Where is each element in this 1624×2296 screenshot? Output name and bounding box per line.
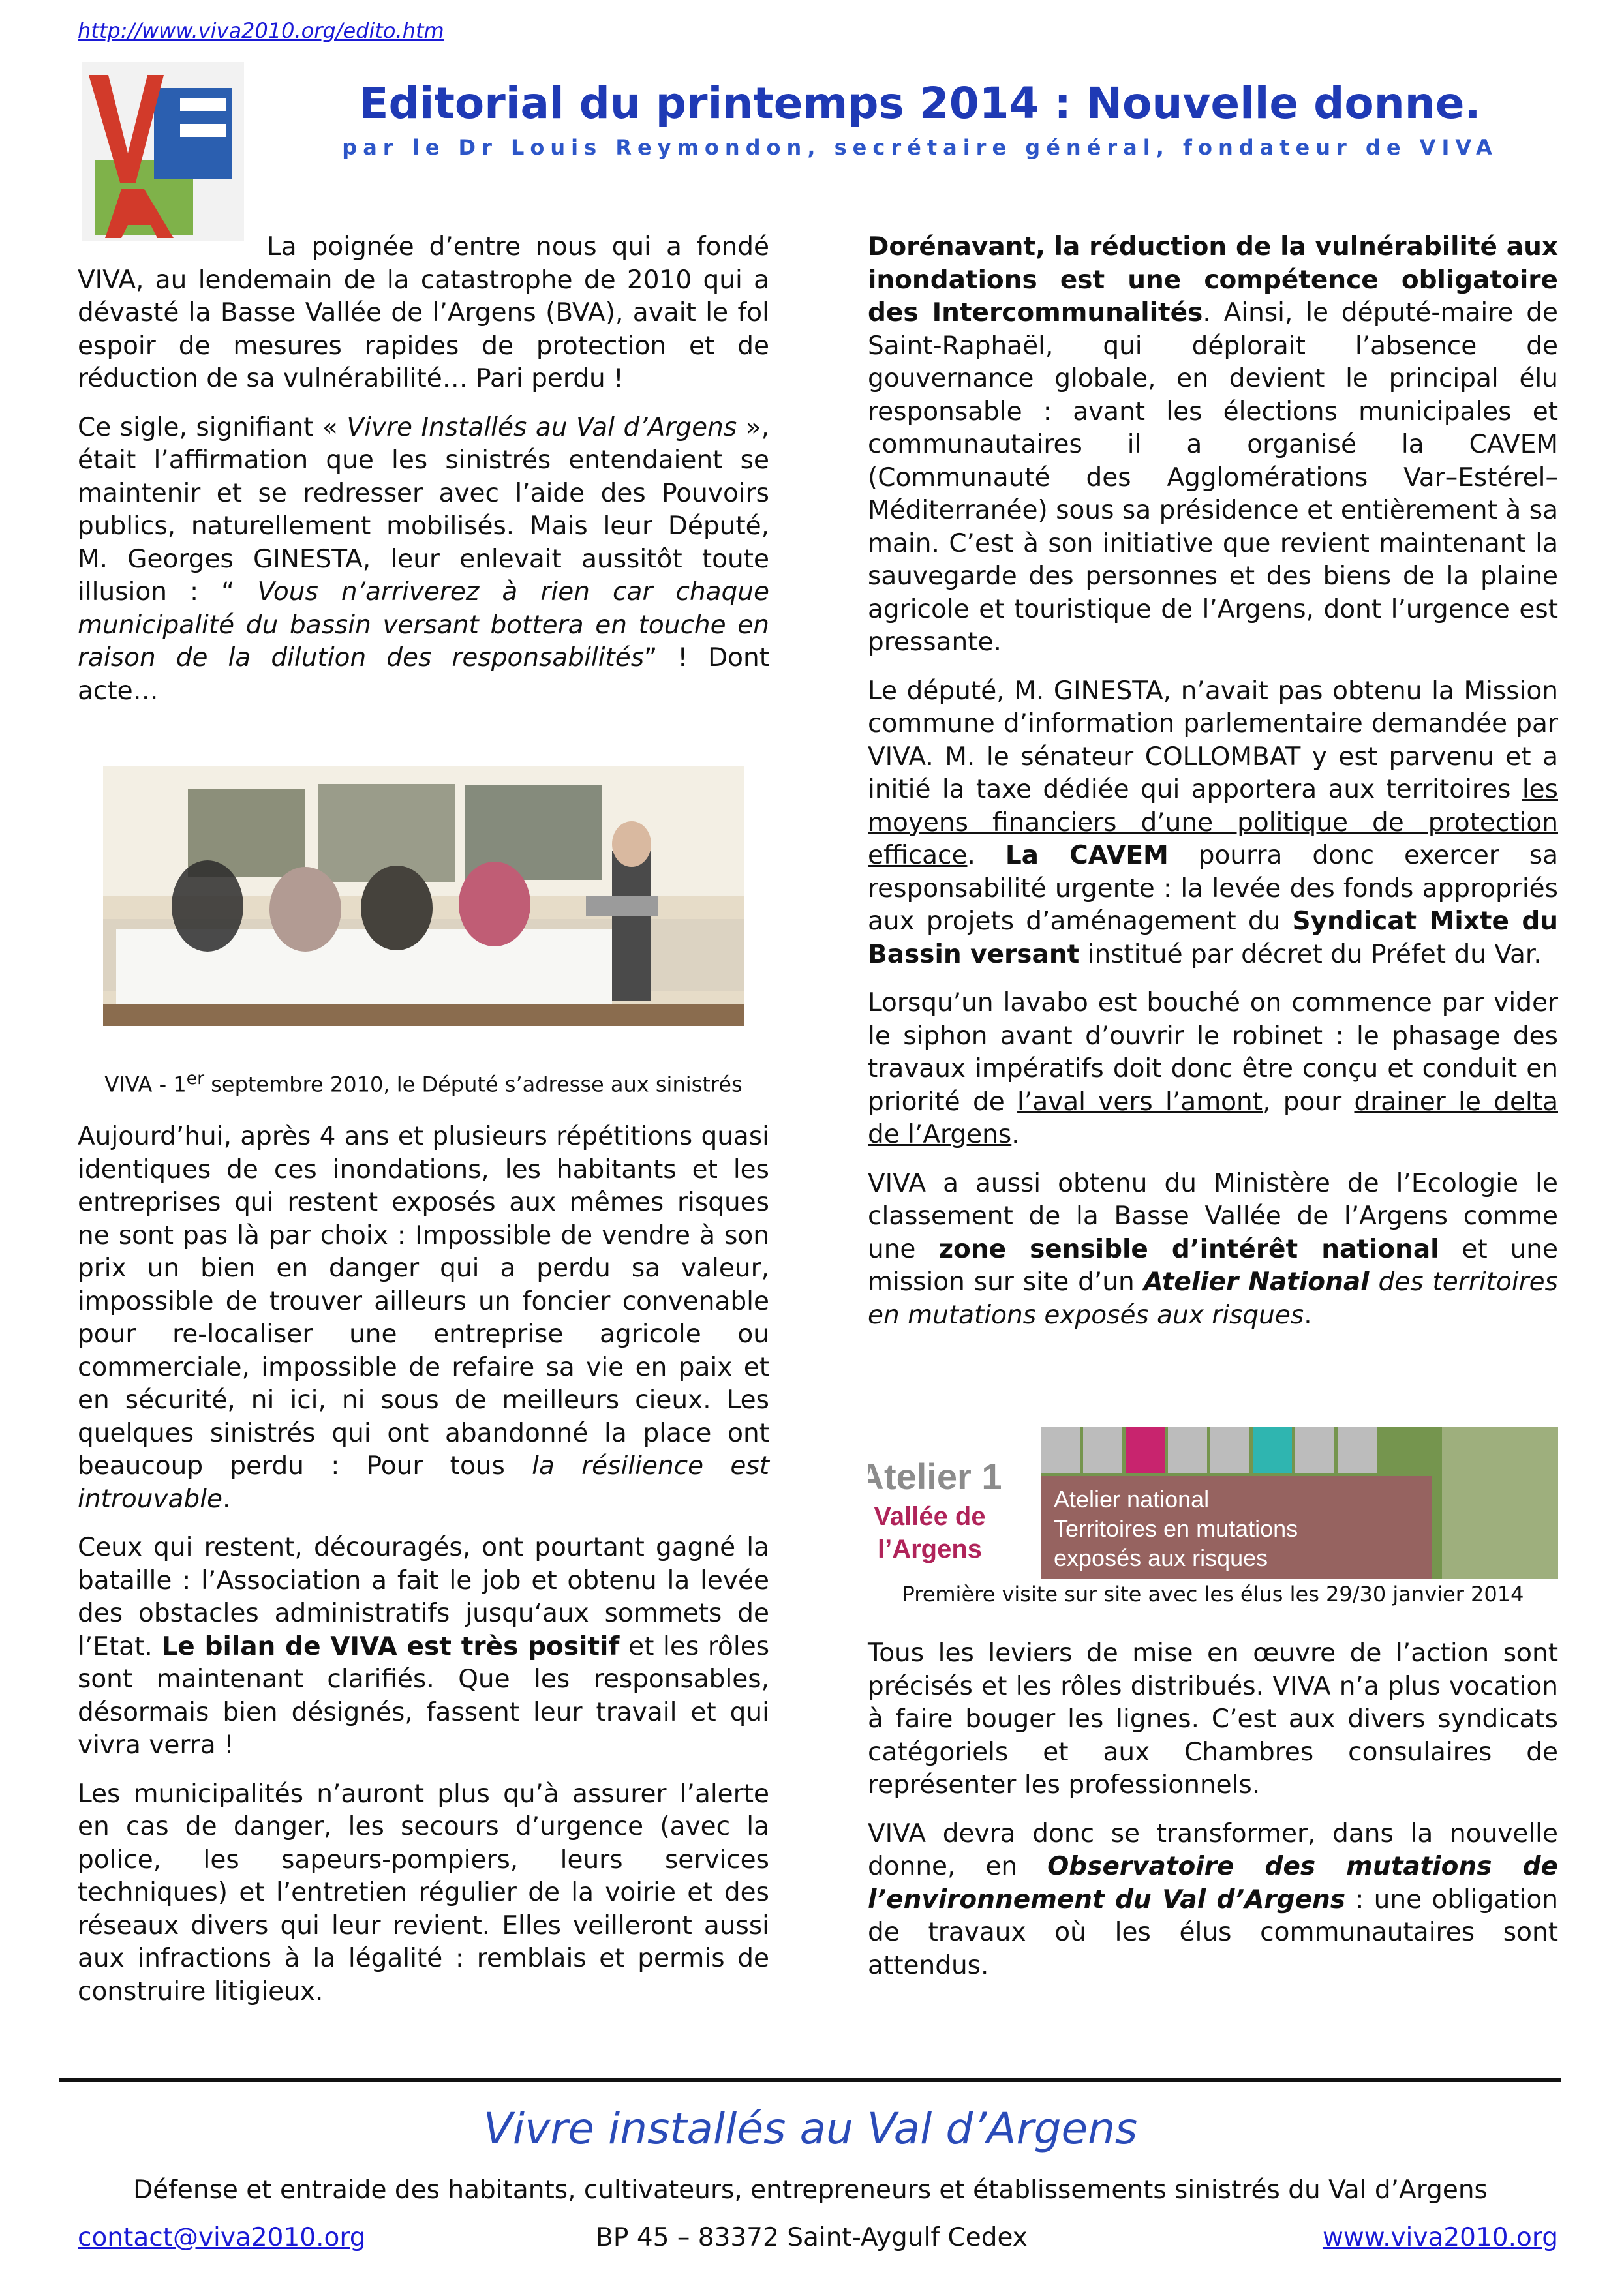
left-paragraph-5: Les municipalités n’auront plus qu’à assurer l’alerte en cas de danger, les secours d’urgence (avec la police, les sapeurs-pompiers, leurs services techniques) et l’entretien régulier de la voirie et des réseaux divers qui leur revient. Elles veilleront aussi aux infractions à la légalité : remblais et permis de construire litigieux.: [78, 1779, 769, 2006]
meeting-photo: [103, 766, 744, 1026]
left-paragraph-3: Aujourd’hui, après 4 ans et plusieurs répétitions quasi identiques de ces inondations, les habitants et les entreprises qui restent exposés aux mêmes risques ne sont pas là par choix : Impossible de vendre à son prix un bien en danger qui a perdu sa valeur, impossible de trouver ailleurs un foncier convenable pour re-localiser une entreprise agricole ou commerciale, impossible de refaire sa vie en paix et en sécurité, ni ici, ni sous de meilleurs cieux. Les quelques sinistrés qui ont abandonné la place ont beaucoup perdu : Pour tous la résilience est introuvable.: [78, 1122, 769, 1514]
atelier-sub2: l’Argens: [877, 1535, 983, 1563]
atelier-national-banner: [868, 1421, 1558, 1580]
postal-address: BP 45 – 83372 Saint-Aygulf Cedex: [596, 2223, 1028, 2252]
right-paragraph-6: VIVA devra donc se transformer, dans la nouvelle donne, en Observatoire des mutations de l’environnement du Val d’Argens : une obligation de travaux où les élus communautaires sont attendus.: [868, 1819, 1559, 1980]
atelier-sub1: Vallée de: [874, 1502, 986, 1531]
footer-subtitle: Défense et entraide des habitants, cultivateurs, entrepreneurs et établissements sinistrés du Val d’Argens: [133, 2175, 1488, 2205]
atelier-title: Atelier 1: [868, 1456, 1002, 1497]
left-column-top: [78, 231, 769, 723]
left-paragraph-2: Ce sigle, signifiant « Vivre Installés au Val d’Argens », était l’affirmation que les sinistrés entendaient se maintenir et se redresser avec l’aide des Pouvoirs publics, naturellement mobilisés. Mais leur Député, M. Georges GINESTA, leur enlevait aussitôt toute illusion : “ Vous n’arriverez à rien car chaque municipalité du bassin versant bottera en touche en raison de la dilution des responsabilités” ! Dont acte…: [78, 412, 769, 706]
left-column-bottom: [78, 1121, 769, 2024]
photo-caption: VIVA - 1er septembre 2010, le Député s’adresse aux sinistrés: [104, 1068, 743, 1097]
atelier-banner-line1: Atelier national: [1054, 1486, 1210, 1513]
atelier-caption: Première visite sur site avec les élus les 29/30 janvier 2014: [902, 1582, 1524, 1607]
author-byline: par le Dr Louis Reymondon, secrétaire général, fondateur de VIVA: [342, 135, 1498, 160]
right-column: [868, 231, 1558, 1348]
footer-divider: [59, 2078, 1561, 2082]
right-paragraph-4: VIVA a aussi obtenu du Ministère de l’Ecologie le classement de la Basse Vallée de l’Argens comme une zone sensible d’intérêt national et une mission sur site d’un Atelier National des territoires en mutations exposés aux risques.: [868, 1168, 1558, 1330]
right-paragraph-5: Tous les leviers de mise en œuvre de l’action sont précisés et les rôles distribués. VIVA n’a plus vocation à faire bouger les lignes. C’est aux divers syndicats catégoriels et aux Chambres consulaires de représenter les professionnels.: [868, 1639, 1558, 1800]
right-paragraph-1: Dorénavant, la réduction de la vulnérabilité aux inondations est une compétence obligatoire des Intercommunalités. Ainsi, le député-maire de Saint-Raphaël, qui déplorait l’absence de gouvernance globale, en devient le principal élu responsable : avant les élections municipales et communautaires il a organisé la CAVEM (Communauté des Agglomérations Var–Estérel–Méditerranée) sous sa présidence et entièrement à sa main. C’est à son initiative que revient maintenant la sauvegarde des personnes et des biens de la plaine agricole et touristique de l’Argens, dont l’urgence est pressante.: [868, 232, 1559, 657]
right-paragraph-2: Le député, M. GINESTA, n’avait pas obtenu la Mission commune d’information parlementaire demandée par VIVA. M. le sénateur COLLOMBAT y est parvenu et a initié la taxe dédiée qui apportera aux territoires les moyens financiers d’une politique de protection efficace. La CAVEM pourra donc exercer sa responsabilité urgente : la levée des fonds appropriés aux projets d’aménagement du Syndicat Mixte du Bassin versant institué par décret du Préfet du Var.: [868, 676, 1558, 969]
website-link[interactable]: www.viva2010.org: [1322, 2223, 1558, 2252]
left-paragraph-1: La poignée d’entre nous qui a fondé VIVA, au lendemain de la catastrophe de 2010 qui a dévasté la Basse Vallée de l’Argens (BVA), avait le fol espoir de mesures rapides de protection et de réduction de sa vulnérabilité… Pari perdu !: [78, 232, 769, 393]
source-url-link[interactable]: http://www.viva2010.org/edito.htm: [78, 18, 444, 43]
atelier-banner-line3: exposés aux risques: [1054, 1545, 1268, 1571]
right-paragraph-3: Lorsqu’un lavabo est bouché on commence par vider le siphon avant d’ouvrir le robinet : le phasage des travaux impératifs doit donc être conçu et conduit en priorité de l’aval vers l’amont, pour drainer le delta de l’Argens.: [868, 988, 1558, 1149]
contact-email-link[interactable]: contact@viva2010.org: [78, 2223, 366, 2252]
atelier-banner-line2: Territoires en mutations: [1054, 1515, 1298, 1542]
left-paragraph-4: Ceux qui restent, découragés, ont pourtant gagné la bataille : l’Association a fait le job et obtenu la levée des obstacles administratifs jusqu‘aux sommets de l’Etat. Le bilan de VIVA est très positif et les rôles sont maintenant clarifiés. Que les responsables, désormais bien désignés, fassent leur travail et qui vivra verra !: [78, 1533, 770, 1760]
right-column-bottom: [868, 1637, 1558, 1998]
viva-logo: [82, 62, 244, 241]
page-title: Editorial du printemps 2014 : Nouvelle donne.: [359, 78, 1481, 128]
footer-title: Vivre installés au Val d’Argens: [483, 2104, 1138, 2154]
